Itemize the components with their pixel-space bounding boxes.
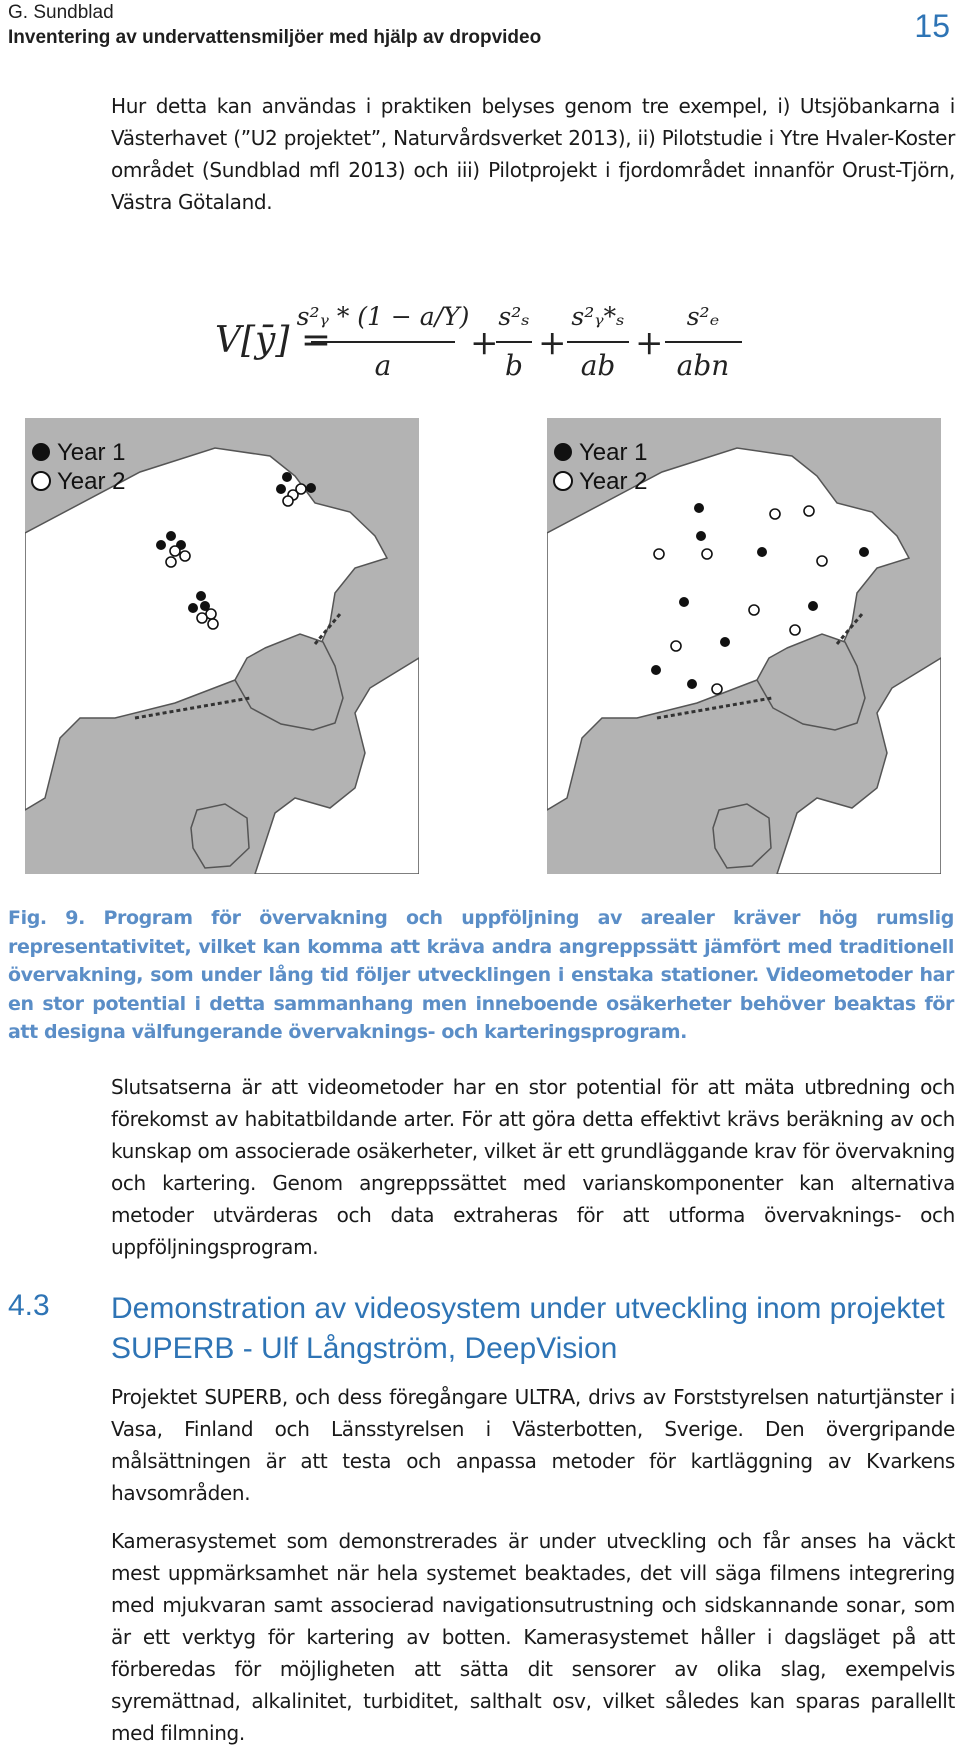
sample-point-year2	[296, 484, 306, 494]
map-clustered-sampling	[25, 418, 419, 874]
sample-point-year2	[749, 605, 759, 615]
conclusion-paragraph: Slutsatserna är att videometoder har en stor potential för att mäta utbredning och förekomst av habitatbildande arter. För att göra detta effektivt krävs beräkning av och kunskap om associerade osäkerheter, vilket är ett grundläggande krav för övervakning och kartering. Genom angreppssättet med varianskomponenter kan alternativa metoder utvärderas och data extraheras för att utforma övervaknings- och uppföljningsprogram.	[111, 1075, 955, 1259]
sample-point-year2	[170, 546, 180, 556]
legend-year2-label: Year 2	[579, 468, 648, 495]
header-author: G. Sundblad	[8, 2, 114, 23]
section-number: 4.3	[8, 1289, 50, 1322]
page-header	[8, 0, 952, 60]
formula-lhs: V[ȳ] =	[215, 320, 332, 361]
formula-term1-numerator: s²ᵧ * (1 − a/Y)	[296, 302, 470, 331]
legend-year2-marker	[554, 472, 572, 490]
legend-year1-label: Year 1	[579, 439, 648, 466]
sample-point-year1	[156, 540, 166, 550]
section-title: Demonstration av videosystem under utveckling inom projektet SUPERB - Ulf Långström, DeepVision	[111, 1292, 945, 1365]
sample-point-year2	[166, 557, 176, 567]
legend-year1-marker	[554, 443, 572, 461]
sample-point-year2	[817, 556, 827, 566]
formula-term2-numerator: s²ₛ	[498, 302, 530, 331]
sample-point-year2	[804, 506, 814, 516]
sample-point-year1	[651, 665, 661, 675]
sample-point-year2	[208, 619, 218, 629]
formula-term3-denominator: ab	[580, 349, 616, 382]
formula-plus-1: +	[470, 323, 499, 363]
sample-point-year1	[720, 637, 730, 647]
legend-year2-marker	[32, 472, 50, 490]
sample-point-year2	[770, 509, 780, 519]
legend-year1-marker	[32, 443, 50, 461]
sample-point-year1	[859, 547, 869, 557]
formula-term4-numerator: s²ₑ	[686, 302, 720, 331]
formula-term2-denominator: b	[505, 349, 523, 382]
sample-point-year1	[679, 597, 689, 607]
sample-point-year1	[696, 531, 706, 541]
sample-point-year1	[166, 531, 176, 541]
formula-term4-denominator: abn	[676, 349, 730, 382]
map-spread-sampling	[547, 418, 941, 874]
figure-caption-text: Program för övervakning och uppföljning av arealer kräver hög rumslig representativitet, vilket kan komma att kräva andra angreppssätt jämfört med traditionell övervakning, som under lång tid följer utvecklingen i enstaka stationer. Videometoder har en stor potential i detta sammanhang men inneboende osäkerheter behöver beaktas för att designa välfungerande övervaknings- och karteringsprogram.	[8, 907, 954, 1043]
sample-point-year2	[702, 549, 712, 559]
sample-point-year1	[188, 603, 198, 613]
page-number: 15	[914, 8, 950, 44]
sample-point-year2	[283, 496, 293, 506]
legend-year2-label: Year 2	[57, 468, 126, 495]
intro-paragraph: Hur detta kan användas i praktiken belyses genom tre exempel, i) Utsjöbankarna i Västerhavet (”U2 projektet”, Naturvårdsverket 2013), ii) Pilotstudie i Ytre Hvaler-Koster området (Sundblad mfl 2013) och iii) Pilotprojekt i fjordområdet innanför Orust-Tjörn, Västra Götaland.	[111, 94, 955, 214]
formula-term1-denominator: a	[374, 349, 392, 382]
sample-point-year1	[808, 601, 818, 611]
figure-caption	[8, 904, 954, 1047]
sample-point-year1	[196, 591, 206, 601]
camera-paragraph: Kamerasystemet som demonstrerades är under utveckling och får anses ha väckt mest uppmärksamhet när hela systemet beaktades, det vill säga filmens integrering med mjukvaran samt associerad navigationsutrustning och sidskannande sonar, som är ett verktyg för kartering av botten. Kamerasystemet håller i dagsläget på att förberedas för möjligheten att sätta dit sensorer av olika slag, exempelvis syremättnad, alkalinitet, turbiditet, salthalt osv, vilket således kan sparas parallellt med filmning.	[111, 1529, 955, 1745]
formula-term3-numerator: s²ᵧ*ₛ	[571, 302, 625, 331]
sample-point-year1	[694, 503, 704, 513]
sample-point-year1	[687, 679, 697, 689]
sample-point-year1	[282, 472, 292, 482]
sample-point-year2	[671, 641, 681, 651]
sample-point-year1	[276, 484, 286, 494]
sample-point-year2	[712, 684, 722, 694]
legend-year1-label: Year 1	[57, 439, 126, 466]
formula-plus-2: +	[538, 323, 567, 363]
formula-plus-3: +	[635, 323, 664, 363]
sample-point-year1	[757, 547, 767, 557]
sample-point-year1	[306, 483, 316, 493]
sample-point-year2	[197, 613, 207, 623]
sample-point-year2	[790, 625, 800, 635]
figure-label: Fig. 9.	[8, 907, 85, 929]
variance-formula	[215, 280, 745, 390]
sample-point-year2	[180, 551, 190, 561]
header-title: Inventering av undervattensmiljöer med hjälp av dropvideo	[8, 27, 542, 48]
sample-point-year2	[654, 549, 664, 559]
superb-paragraph: Projektet SUPERB, och dess föregångare ULTRA, drivs av Forststyrelsen naturtjänster i Vasa, Finland och Länsstyrelsen i Västerbotten, Sverige. Den övergripande målsättningen är att testa och anpassa metoder för kartläggning av Kvarkens havsområden.	[111, 1385, 955, 1505]
section-heading	[8, 1285, 954, 1375]
